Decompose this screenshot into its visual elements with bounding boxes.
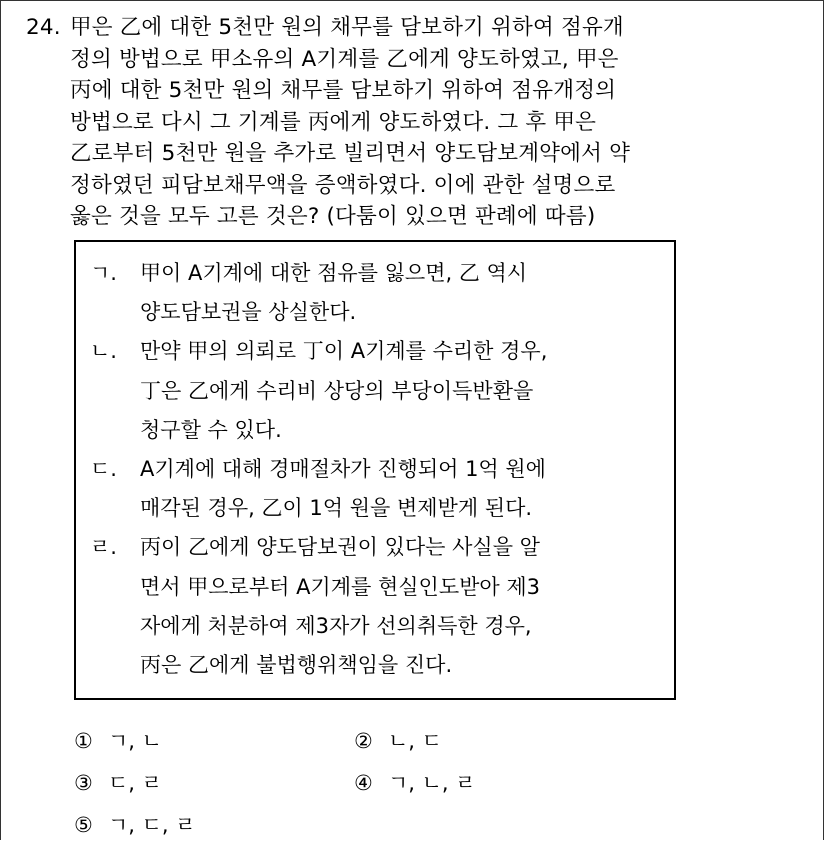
statement-box (74, 240, 676, 700)
statement-item-b: ㄴ. 만약 甲의 의뢰로 丁이 A기계를 수리한 경우, 丁은 乙에게 수리비 상당의 부당이득반환을 청구할 수 있다. (90, 332, 670, 450)
item-mark: ㄹ. (90, 535, 117, 560)
question-line: 옳은 것을 모두 고른 것은? (다툼이 있으면 판례에 따름) (70, 204, 596, 229)
item-mark: ㄴ. (90, 339, 117, 364)
question-stem (26, 12, 786, 233)
question-line: 정의 방법으로 甲소유의 A기계를 乙에게 양도하였고, 甲은 (70, 46, 619, 72)
choice-1[interactable]: ① ㄱ, ㄴ (74, 729, 162, 753)
question-number: 24. (26, 15, 61, 40)
item-mark: ㄷ. (90, 457, 117, 482)
statement-item-c: ㄷ. A기계에 대해 경매절차가 진행되어 1억 원에 매각된 경우, 乙이 1억 원을 변제받게 된다. (90, 450, 670, 528)
choice-5[interactable]: ⑤ ㄱ, ㄷ, ㄹ (74, 813, 196, 837)
statement-item-a: ㄱ. 甲이 A기계에 대한 점유를 잃으면, 乙 역시 양도담보권을 상실한다. (90, 254, 670, 332)
item-mark: ㄱ. (90, 261, 117, 285)
question-line: 24. 甲은 乙에 대한 5천만 원의 채무를 담보하기 위하여 점유개 (26, 12, 786, 44)
question-line: 乙로부터 5천만 원을 추가로 빌리면서 양도담보계약에서 약 (70, 141, 631, 166)
choice-2[interactable]: ② ㄴ, ㄷ (354, 729, 442, 753)
statement-item-d: ㄹ. 丙이 乙에게 양도담보권이 있다는 사실을 알 면서 甲으로부터 A기계를 현실인도받아 제3 자에게 처분하여 제3자가 선의취득한 경우, 丙은 乙에게 불법행위책임을 진다. (90, 528, 670, 685)
question-line: 방법으로 다시 그 기계를 丙에게 양도하였다. 그 후 甲은 (70, 109, 597, 135)
question-line: 정하였던 피담보채무액을 증액하였다. 이에 관한 설명으로 (70, 172, 616, 198)
question-line: 丙에 대한 5천만 원의 채무를 담보하기 위하여 점유개정의 (70, 78, 617, 103)
choice-3[interactable]: ③ ㄷ, ㄹ (74, 771, 162, 795)
choice-4[interactable]: ④ ㄱ, ㄴ, ㄹ (354, 771, 476, 795)
